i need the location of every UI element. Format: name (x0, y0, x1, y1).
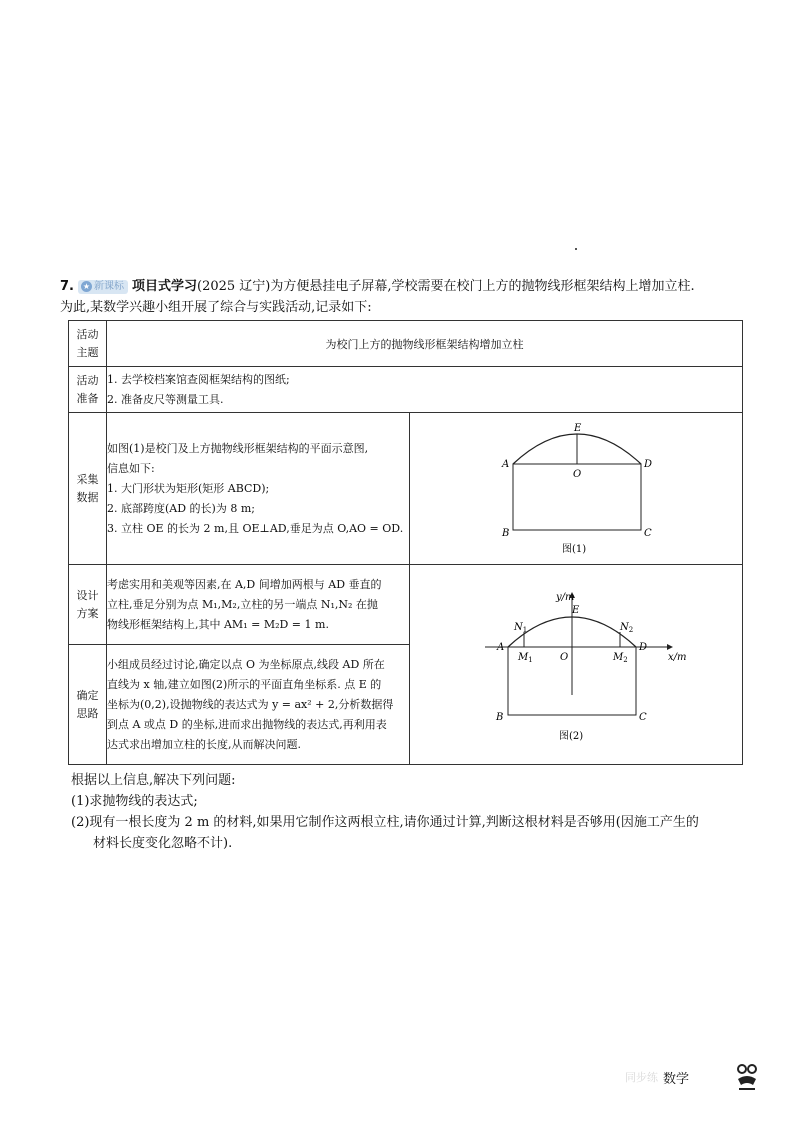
figure-2-cell (410, 565, 743, 765)
figure-1-cell (410, 413, 743, 565)
question-tag: 项目式学习 (131, 279, 197, 294)
table-row (69, 413, 743, 565)
row-label-design: 设计 方案 (69, 565, 107, 645)
table-row (69, 321, 743, 367)
label-n2: $N_2$ (620, 621, 634, 634)
label-e: E (572, 604, 580, 616)
figure-2-caption: 图(2) (559, 730, 584, 742)
question-number: 7. (60, 279, 74, 294)
y-axis-label: y/m (556, 591, 575, 603)
intro-line-2: 为此,某数学兴趣小组开展了综合与实践活动,记录如下: (60, 300, 372, 315)
sub-question-1: (1)求抛物线的表达式; (71, 794, 198, 809)
row-label-data: 采集 数据 (69, 413, 107, 565)
row-label-prep: 活动 准备 (69, 367, 107, 413)
label-m2: $M_2$ (613, 651, 628, 664)
mascot-logo-icon (735, 1063, 759, 1093)
figure-1 (410, 414, 742, 564)
label-d: D (639, 641, 648, 653)
question-header (60, 276, 760, 318)
star-icon: ★ (82, 282, 91, 291)
figure-2 (410, 567, 742, 763)
stray-dot (575, 248, 577, 250)
label-c: C (644, 527, 652, 539)
design-text: 考虑实用和美观等因素,在 A,D 间增加两根与 AD 垂直的 立柱,垂足分别为点 M₁,M₂,立柱的另一端点 N₁,N₂ 在抛 物线形框架结构上,其中 AM₁ = M₂D = 1 m. (107, 565, 410, 645)
label-n1: $N_1$ (514, 621, 528, 634)
theme-text: 为校门上方的抛物线形框架结构增加立柱 (107, 321, 743, 367)
data-text: 如图(1)是校门及上方抛物线形框架结构的平面示意图, 信息如下: 1. 大门形状为矩形(矩形 ABCD); 2. 底部跨度(AD 的长)为 8 m; 3. 立柱 OE 的长为 2 m,且 OE⊥AD,垂足为点 O,AO = OD. (107, 413, 410, 565)
label-a: A (497, 641, 505, 653)
label-b: B (496, 711, 504, 723)
row-label-theme: 活动 主题 (69, 321, 107, 367)
label-b: B (502, 527, 510, 539)
badge-label: 新课标 (93, 281, 124, 292)
table-row (69, 367, 743, 413)
sub-question-2-line-2: 材料长度变化忽略不计). (93, 836, 233, 851)
figure-1-caption: 图(1) (562, 543, 587, 555)
new-standard-badge (78, 280, 128, 294)
intro-line-1: 为方便悬挂电子屏幕,学校需要在校门上方的抛物线形框架结构上增加立柱. (270, 279, 695, 294)
prep-text: 1. 去学校档案馆查阅框架结构的图纸; 2. 准备皮尺等测量工具. (107, 367, 743, 413)
footer-subject: 数学 (663, 1072, 690, 1087)
label-m1: $M_1$ (518, 651, 533, 664)
lead-text: 根据以上信息,解决下列问题: (71, 773, 236, 788)
label-o: O (573, 468, 582, 480)
sub-question-2-line-1: (2)现有一根长度为 2 m 的材料,如果用它制作这两根立柱,请你通过计算,判断这根材料是否够用(因施工产生的 (71, 815, 699, 830)
table-row (69, 565, 743, 645)
sub-questions (71, 770, 761, 854)
label-a: A (502, 458, 510, 470)
activity-table (68, 320, 743, 765)
label-e: E (574, 422, 582, 434)
label-d: D (644, 458, 653, 470)
x-axis-label: x/m (668, 651, 687, 663)
question-source: (2025 辽宁) (197, 279, 271, 294)
footer-faint-text: 同步练 (625, 1071, 658, 1084)
row-label-approach: 确定 思路 (69, 645, 107, 765)
label-o: O (560, 651, 569, 663)
approach-text: 小组成员经过讨论,确定以点 O 为坐标原点,线段 AD 所在 直线为 x 轴,建立如图(2)所示的平面直角坐标系. 点 E 的 坐标为(0,2),设抛物线的表达式为 y = ax² + 2,分析数据得 到点 A 或点 D 的坐标,进而求出抛物线的表达式,再利用表 达式求出增加立柱的长度,从而解决问题. (107, 645, 410, 765)
label-c: C (639, 711, 647, 723)
